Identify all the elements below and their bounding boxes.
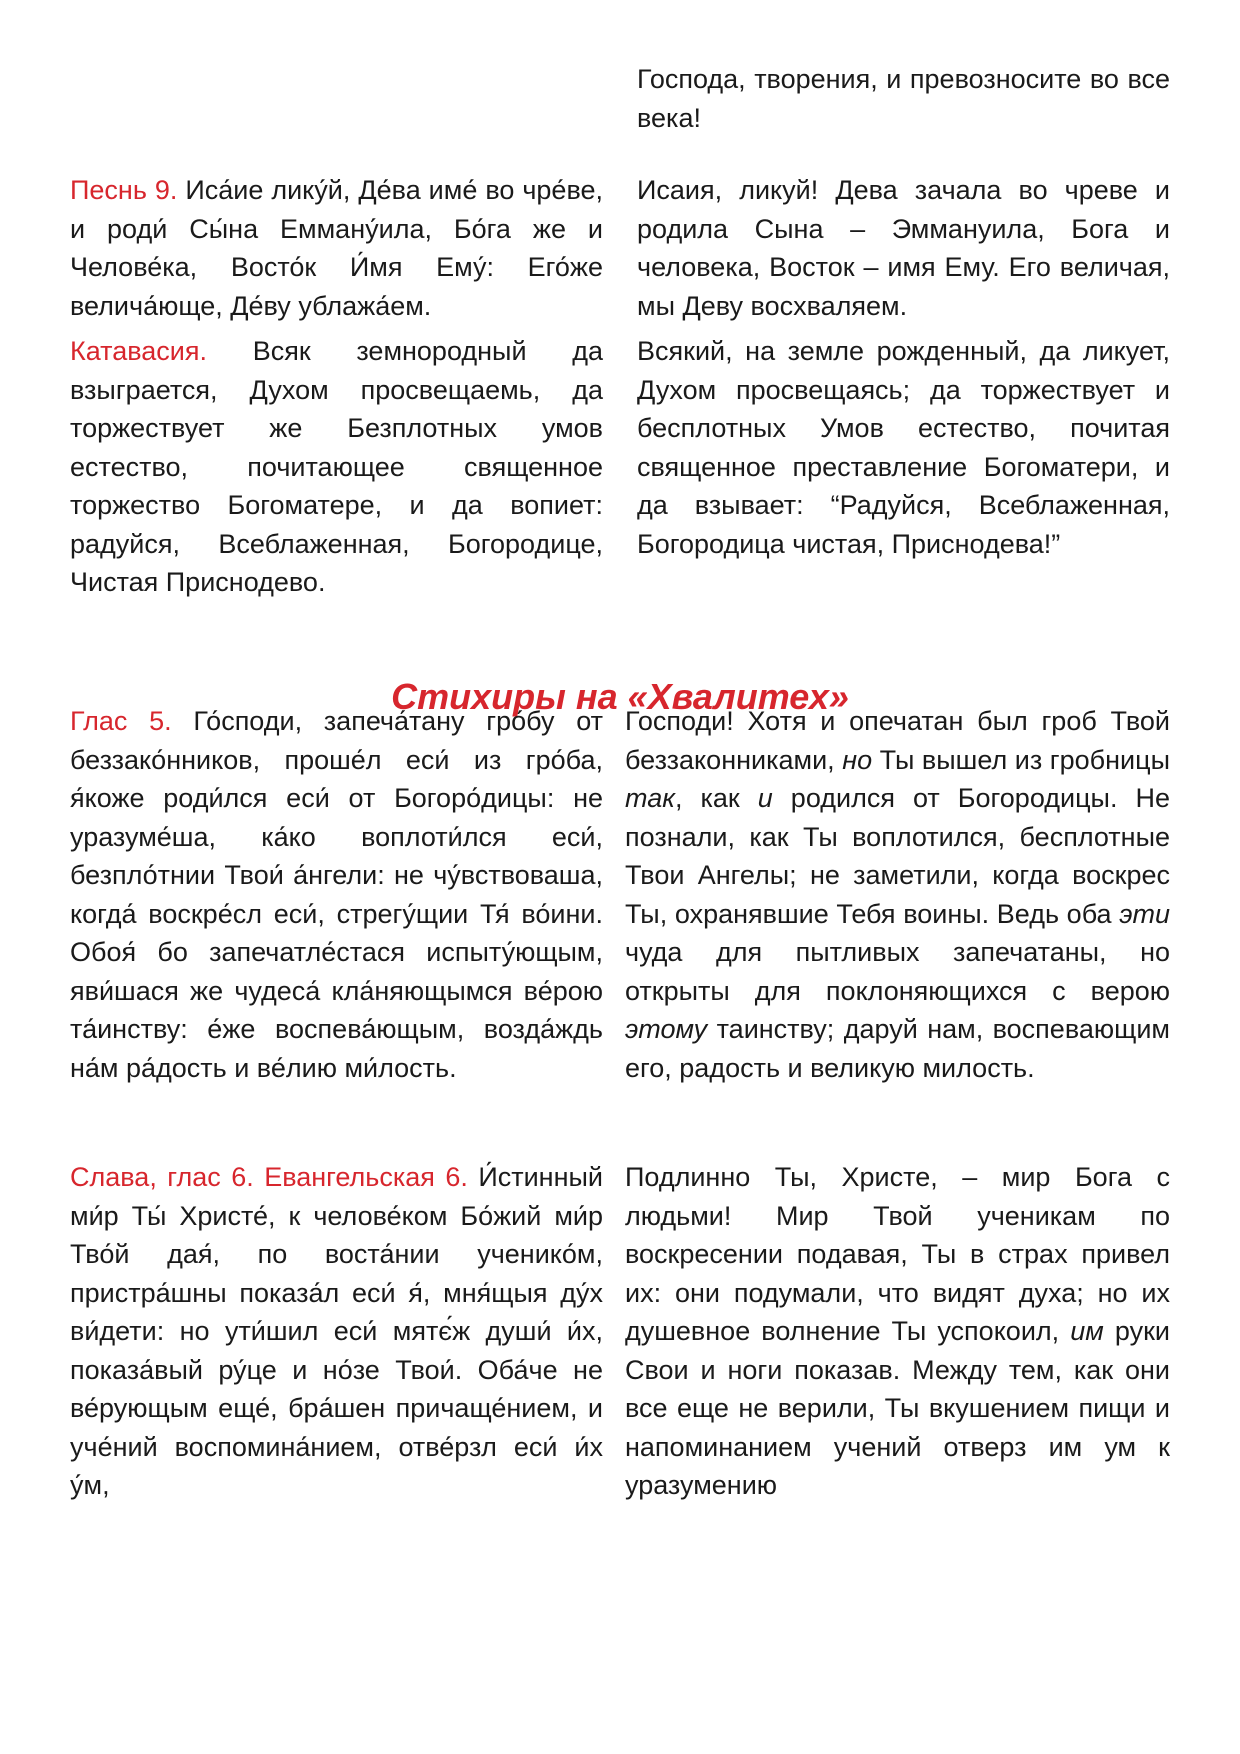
- italic-text-run: так: [625, 783, 675, 813]
- section-label: Песнь 9.: [70, 175, 186, 205]
- text-run: Ты вышел из гробницы: [872, 744, 1170, 775]
- text-run: Господи! Хотя и опечатан был гроб Твой беззаконниками,: [625, 706, 1170, 775]
- right-column-text: [637, 60, 1170, 137]
- text-run: Подлинно Ты, Христе, – мир Бога с людьми! Мир Твой ученикам по воскресении подавая, Ты в страх привел их: они подумали, что видят духа; но их душевное волнение Ты успокоил,: [625, 1162, 1170, 1346]
- paragraph-text: Го́споди, запеча́тану гро́бу от беззако́нников, проше́л еси́ из гро́ба, я́коже роди́лся еси́ от Богоро́дицы: не уразуме́ша, ка́ко воплоти́лся еси́, безпло́тнии Твои́ а́нгели: не чу́вствоваша, когда́ воскре́сл еси́, стрегу́щии Тя́ во́ини. Обоя́ бо запечатле́стася испыту́ющым, яви́шася же чудеса́ кла́няющымся ве́рою та́инству: е́же воспева́ющым, возда́ждь на́м ра́дость и ве́лию ми́лость.: [70, 706, 603, 1083]
- italic-text-run: эти: [1119, 898, 1170, 929]
- text-run: руки Свои и ноги показав. Между тем, как они все еще не верили, Ты вкушением пищи и напоминанием учений отверз им ум к уразумению: [625, 1316, 1170, 1500]
- text-block-slava: [70, 1158, 1170, 1505]
- section-heading: Стихиры на «Хвалитех»: [391, 676, 849, 717]
- text-run: таинству; даруй нам, воспевающим его, радость и великую милость.: [625, 1014, 1170, 1083]
- text-block-glas5: [70, 702, 1170, 1087]
- text-block-song9: [70, 171, 1170, 325]
- text-run: родился от Богородицы. Не познали, как Ты воплотился, бесплотные Твои Ангелы; не заметили, когда воскрес Ты, охранявшие Тебя воины. Ведь оба: [625, 783, 1170, 929]
- right-column-text: [625, 1158, 1170, 1505]
- italic-text-run: этому: [625, 1014, 708, 1044]
- text-run: чуда для пытливых запечатаны, но открыты для поклоняющихся с верою: [625, 937, 1170, 1006]
- section-label: Катавасия.: [70, 336, 253, 366]
- paragraph-text: Всяк земнородный да взыграется, Духом просвещаемь, да торжествует же Безплотных умов естество, почитающее священное торжество Богоматере, и да вопиет: радуйся, Всеблаженная, Богородице, Чистая Приснодево.: [70, 336, 603, 597]
- left-column-text: [70, 702, 603, 1087]
- text-run: , как: [674, 783, 758, 813]
- paragraph-text: И́стинный ми́р Ты́ Христе́, к челове́ком Бо́жий ми́р Тво́й дая́, по воста́нии ученико́м, пристра́шны показа́л еси́ я́, мня́щыя ду́х ви́дети: но ути́шил еси́ мятє́ж души́ и́х, показа́вый ру́це и но́зе Твои́. Оба́че не ве́рующым еще́, бра́шен причаще́нием, и уче́ний воспомина́нием, отве́рзл еси́ и́х у́м,: [70, 1162, 603, 1500]
- italic-text-run: и: [757, 783, 773, 813]
- left-column-text: [70, 332, 603, 602]
- italic-text-run: но: [842, 744, 873, 775]
- text-block-katavasia: [70, 332, 1170, 602]
- paragraph-text: Исаия, ликуй! Дева зачала во чреве и родила Сына – Эммануила, Бога и человека, Восток – имя Ему. Его величая, мы Деву восхваляем.: [637, 175, 1170, 321]
- paragraph-text: Господа, творения, и превозносите во все века!: [637, 64, 1170, 133]
- right-column-text: [637, 332, 1170, 602]
- text-block-continuation: [70, 60, 1170, 137]
- left-column-text: [70, 1158, 603, 1505]
- right-column-text: [625, 702, 1170, 1087]
- left-column-text: [70, 171, 603, 325]
- paragraph-text: Иса́ие лику́й, Де́ва име́ во чре́ве, и роди́ Сы́на Емману́ила, Бо́га же и Челове́ка, Восто́к И́мя Ему́: Его́же велича́юще, Де́ву ублажа́ем.: [70, 175, 603, 321]
- section-label: Слава, глас 6. Евангельская 6.: [70, 1162, 479, 1192]
- paragraph-text: Всякий, на земле рожденный, да ликует, Духом просвещаясь; да торжествует и бесплотных Умов естество, почитая священное преставление Богоматери, и да взывает: “Радуйся, Всеблаженная, Богородица чистая, Приснодева!”: [637, 336, 1170, 559]
- section-label: Глас 5.: [70, 706, 194, 736]
- italic-text-run: им: [1070, 1316, 1104, 1346]
- left-column-empty: [70, 60, 603, 137]
- right-column-text: [637, 171, 1170, 325]
